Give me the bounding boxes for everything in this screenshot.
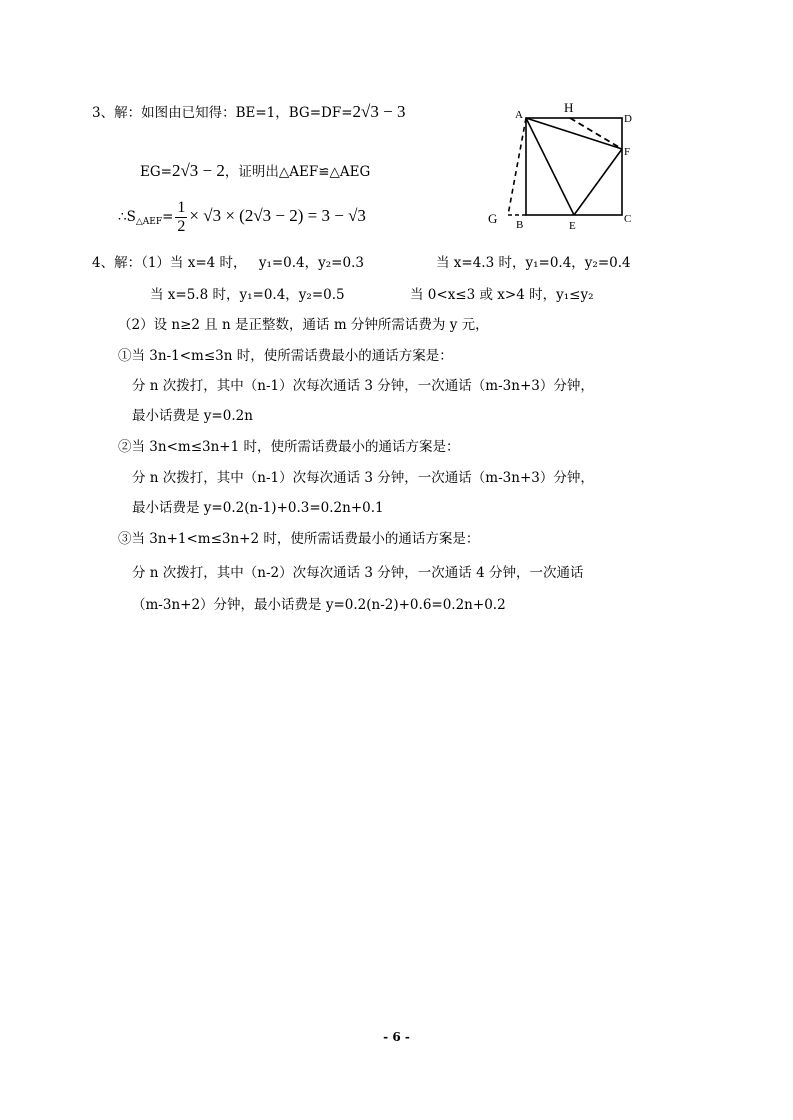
segment-af <box>526 118 622 149</box>
label-c: C <box>624 213 632 225</box>
p3-frac-den: 2 <box>177 218 186 235</box>
p4-c3-body: 分 n 次拨打，其中（n-2）次每次通话 3 分钟，一次通话 4 分钟，一次通话 <box>132 565 584 581</box>
p4-l1b: 当 x=4.3 时，y₁=0.4，y₂=0.4 <box>436 255 631 271</box>
segment-ae <box>526 118 574 215</box>
p3-bgdf-value: 2√3 − 3 <box>352 102 406 121</box>
p3-eg-suffix: ，证明出△AEF≌△AEG <box>224 164 371 180</box>
p3-therefore: ∴S <box>118 209 136 225</box>
segment-ag <box>508 118 526 215</box>
p4-l2b: 当 0<x≤3 或 x>4 时，y₁≤y₂ <box>410 287 594 303</box>
p3-line1 <box>92 103 405 122</box>
p4-intro: 4、解：（1）当 x=4 时， <box>92 255 247 271</box>
p4-line1-left <box>92 254 364 272</box>
p3-area-expr: × √3 × (2√3 − 2) = 3 − √3 <box>189 206 366 225</box>
p4-c1-body: 分 n 次拨打，其中（n-1）次每次通话 3 分钟，一次通话（m-3n+3）分钟， <box>132 378 594 394</box>
label-g: G <box>488 211 498 226</box>
p4-l2a: 当 x=5.8 时，y₁=0.4，y₂=0.5 <box>150 287 345 303</box>
p4-c3-head: ③当 3n+1<m≤3n+2 时，使所需话费最小的通话方案是： <box>118 531 480 547</box>
p4-part2: （2）设 n≥2 且 n 是正整数，通话 m 分钟所需话费为 y 元， <box>118 317 489 333</box>
label-d: D <box>624 113 632 125</box>
p4-c1-head: ①当 3n-1<m≤3n 时，使所需话费最小的通话方案是： <box>118 348 453 364</box>
p4-c3-min: （m-3n+2）分钟，最小话费是 y=0.2(n-2)+0.6=0.2n+0.2 <box>132 597 506 613</box>
label-a: A <box>515 109 523 121</box>
geometry-figure <box>478 98 648 238</box>
page-number: - 6 - <box>383 1030 410 1044</box>
p3-fraction <box>175 199 187 236</box>
p4-l1a: y₁=0.4，y₂=0.3 <box>258 255 364 271</box>
label-b: B <box>516 219 524 231</box>
p4-c1-min: 最小话费是 y=0.2n <box>132 408 253 424</box>
label-e: E <box>569 220 576 232</box>
p4-c2-min: 最小话费是 y=0.2(n-1)+0.3=0.2n+0.1 <box>132 500 384 516</box>
segment-ef <box>574 149 622 215</box>
p4-c2-body: 分 n 次拨打，其中（n-1）次每次通话 3 分钟，一次通话（m-3n+3）分钟， <box>132 470 594 486</box>
p3-area-sub: △AEF <box>135 217 163 227</box>
p3-frac-num: 1 <box>177 199 186 216</box>
square-abcd <box>526 118 622 215</box>
p3-prefix: 3、解：如图由已知得：BE=1，BG=DF= <box>92 105 353 121</box>
p3-area-line <box>118 197 366 241</box>
p4-c2-head: ②当 3n<m≤3n+1 时，使所需话费最小的通话方案是： <box>118 439 460 455</box>
label-f: F <box>624 146 631 158</box>
label-h: H <box>564 100 574 115</box>
p3-line2 <box>140 162 370 181</box>
p3-eg-value: 2√3 − 2 <box>171 161 225 180</box>
p3-area-eq: = <box>162 209 174 225</box>
p3-eg-prefix: EG= <box>140 164 172 180</box>
segment-hf <box>570 118 622 149</box>
